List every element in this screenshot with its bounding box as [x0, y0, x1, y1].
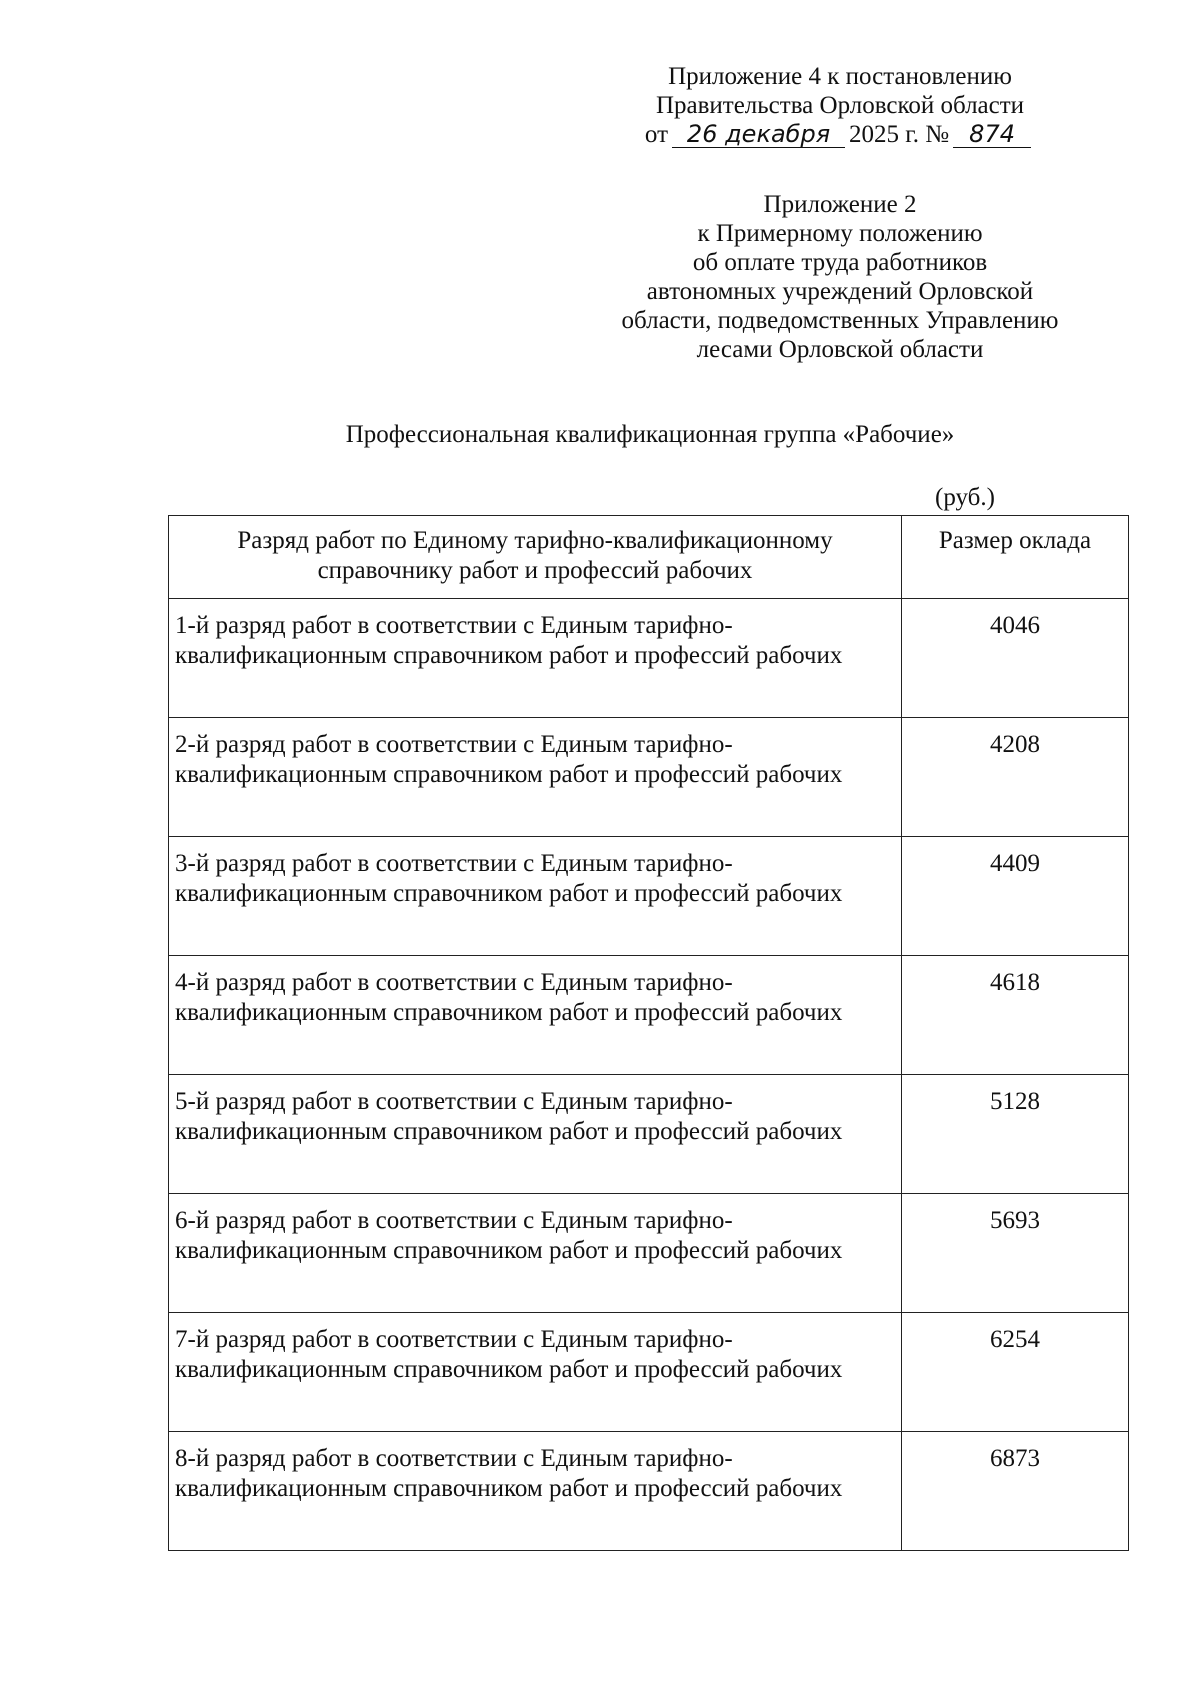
table-row: [169, 599, 1129, 718]
appendix-2-header: [560, 190, 1120, 364]
header-grade: Разряд работ по Единому тарифно-квалификационному справочнику работ и профессий рабочих: [169, 516, 902, 599]
grade-description: 5-й разряд работ в соответствии с Единым тарифно-квалификационным справочником работ и профессий рабочих: [169, 1075, 902, 1194]
appendix-2-line-4: автономных учреждений Орловской: [646, 278, 1034, 305]
decree-line: [620, 120, 1060, 149]
salary-value: 4046: [902, 599, 1129, 718]
currency-note: (руб.): [935, 484, 995, 511]
table-row: [169, 1313, 1129, 1432]
table-row: [169, 1432, 1129, 1551]
salary-value: 4409: [902, 837, 1129, 956]
group-title: Профессиональная квалификационная группа «Рабочие»: [345, 421, 955, 448]
table-row: [169, 718, 1129, 837]
decree-prefix: от: [644, 121, 669, 148]
salary-table: [168, 515, 1129, 1551]
salary-value: 4208: [902, 718, 1129, 837]
table-row: [169, 956, 1129, 1075]
grade-description: 8-й разряд работ в соответствии с Единым тарифно-квалификационным справочником работ и профессий рабочих: [169, 1432, 902, 1551]
table-row: [169, 1075, 1129, 1194]
appendix-2-line-5: области, подведомственных Управлению: [621, 307, 1059, 334]
appendix-2-line-1: Приложение 2: [763, 191, 917, 218]
appendix-2-line-3: об оплате труда работников: [692, 249, 988, 276]
grade-description: 3-й разряд работ в соответствии с Единым тарифно-квалификационным справочником работ и профессий рабочих: [169, 837, 902, 956]
grade-description: 1-й разряд работ в соответствии с Единым тарифно-квалификационным справочником работ и профессий рабочих: [169, 599, 902, 718]
appendix-2-line-2: к Примерному положению: [697, 220, 983, 247]
appendix-4-line-1: Приложение 4 к постановлению: [668, 63, 1012, 90]
table-header-row: [169, 516, 1129, 599]
handwritten-number: 874: [953, 121, 1031, 148]
grade-description: 4-й разряд работ в соответствии с Единым тарифно-квалификационным справочником работ и профессий рабочих: [169, 956, 902, 1075]
decree-year: 2025 г. №: [849, 121, 950, 148]
appendix-2-line-6: лесами Орловской области: [696, 336, 984, 363]
salary-value: 5693: [902, 1194, 1129, 1313]
header-salary: Размер оклада: [902, 516, 1129, 599]
salary-value: 4618: [902, 956, 1129, 1075]
handwritten-date: 26 декабря: [672, 121, 845, 148]
salary-value: 6873: [902, 1432, 1129, 1551]
appendix-4-line-2: Правительства Орловской области: [655, 92, 1025, 119]
grade-description: 6-й разряд работ в соответствии с Единым тарифно-квалификационным справочником работ и профессий рабочих: [169, 1194, 902, 1313]
table-row: [169, 837, 1129, 956]
grade-description: 2-й разряд работ в соответствии с Единым тарифно-квалификационным справочником работ и профессий рабочих: [169, 718, 902, 837]
salary-value: 6254: [902, 1313, 1129, 1432]
salary-value: 5128: [902, 1075, 1129, 1194]
grade-description: 7-й разряд работ в соответствии с Единым тарифно-квалификационным справочником работ и профессий рабочих: [169, 1313, 902, 1432]
appendix-4-header: [620, 62, 1060, 149]
table-row: [169, 1194, 1129, 1313]
